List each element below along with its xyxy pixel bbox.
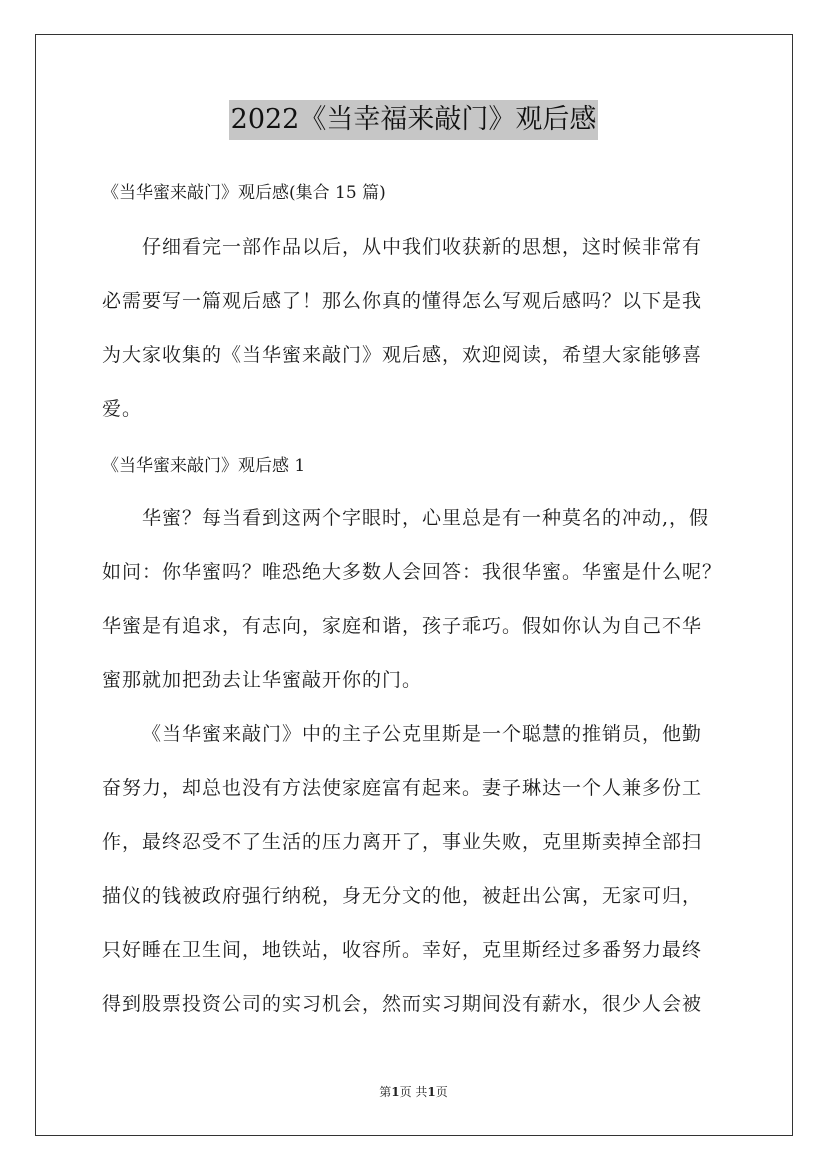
paragraph-line: 《当华蜜来敲门》中的主子公克里斯是一个聪慧的推销员，他勤 [142,723,703,745]
paragraph-line: 奋努力，却总也没有方法使家庭富有起来。妻子琳达一个人兼多份工 [102,777,703,799]
intro-line: 爱。 [102,398,143,420]
footer-suffix: 页 [435,1085,448,1099]
paragraph-line: 蜜那就加把劲去让华蜜敲开你的门。 [102,669,423,691]
paragraph-line: 华蜜？每当看到这两个字眼时，心里总是有一种莫名的冲动,，假 [142,507,710,529]
footer-prefix: 第 [379,1085,392,1099]
footer-page-total: 1 [427,1085,436,1099]
paragraph-line: 描仪的钱被政府强行纳税，身无分文的他，被赶出公寓，无家可归， [102,885,703,907]
section-paragraph-1 [102,491,738,707]
title-container [0,100,827,140]
paragraph-line: 得到股票投资公司的实习机会，然而实习期间没有薪水，很少人会被 [102,993,703,1015]
document-title: 2022《当幸福来敲门》观后感 [229,100,599,140]
intro-line: 仔细看完一部作品以后，从中我们收获新的思想，这时候非常有 [142,236,703,258]
intro-line: 必需要写一篇观后感了！那么你真的懂得怎么写观后感吗？以下是我 [102,290,703,312]
section-paragraph-2 [102,707,738,1031]
paragraph-line: 作，最终忍受不了生活的压力离开了，事业失败，克里斯卖掉全部扫 [102,831,703,853]
footer-page-current: 1 [391,1085,400,1099]
intro-paragraph [102,220,738,436]
page-footer [0,1083,827,1101]
intro-line: 为大家收集的《当华蜜来敲门》观后感，欢迎阅读，希望大家能够喜 [102,344,703,366]
paragraph-line: 只好睡在卫生间，地铁站，收容所。幸好，克里斯经过多番努力最终 [102,939,703,961]
footer-mid: 页 共 [399,1085,428,1099]
document-subtitle: 《当华蜜来敲门》观后感(集合 15 篇) [102,183,386,203]
paragraph-line: 如问：你华蜜吗？唯恐绝大多数人会回答：我很华蜜。华蜜是什么呢？ [102,561,723,583]
paragraph-line: 华蜜是有追求，有志向，家庭和谐，孩子乖巧。假如你认为自己不华 [102,615,703,637]
section-heading: 《当华蜜来敲门》观后感 1 [102,456,306,476]
